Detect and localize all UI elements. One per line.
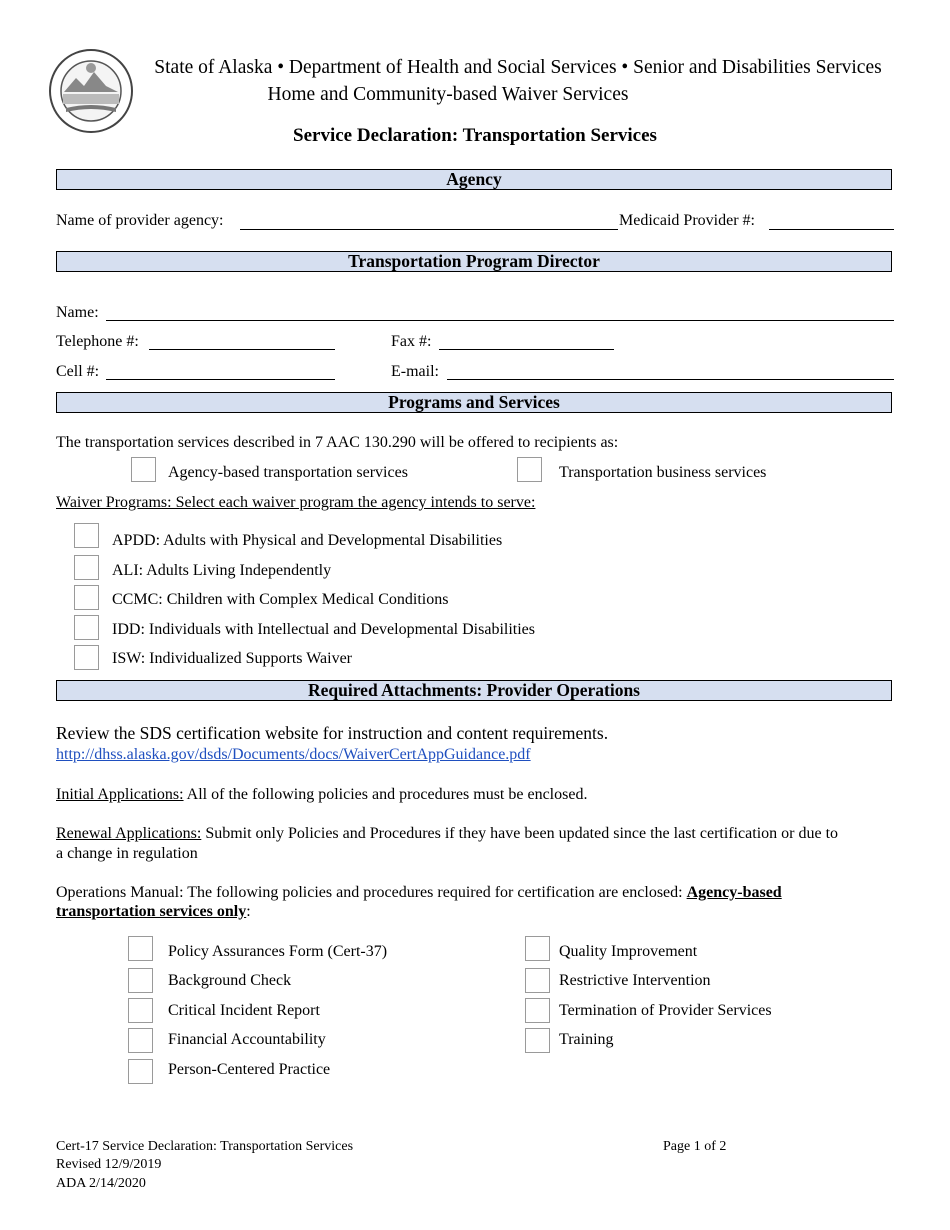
operations-manual-colon: : [246,903,251,920]
provider-agency-label: Name of provider agency: [56,212,224,229]
waiver-apdd-label: APDD: Adults with Physical and Developmental Disabilities [112,532,503,549]
operations-manual-line-2 [56,902,251,922]
critical-incident-checkbox[interactable] [128,998,153,1023]
background-check-checkbox[interactable] [128,968,153,993]
waiver-idd-label: IDD: Individuals with Intellectual and Developmental Disabilities [112,621,536,638]
business-services-label: Transportation business services [559,464,767,481]
programs-section-heading: Programs and Services [56,392,892,413]
operations-manual-bold-2: transportation services only [56,903,247,920]
footer-ada: ADA 2/14/2020 [56,1176,146,1191]
alaska-state-seal-icon [46,48,136,134]
director-name-field[interactable] [106,320,894,321]
footer-page-number: Page 1 of 2 [663,1139,727,1154]
waiver-isw-checkbox[interactable] [74,645,99,670]
operations-manual-line [56,883,782,903]
termination-services-label: Termination of Provider Services [559,1002,772,1019]
agency-section-heading: Agency [56,169,892,190]
fax-field[interactable] [439,349,614,350]
restrictive-intervention-label: Restrictive Intervention [559,972,711,989]
person-centered-label: Person-Centered Practice [168,1061,331,1078]
telephone-label: Telephone #: [56,333,139,350]
financial-accountability-label: Financial Accountability [168,1031,326,1048]
quality-improvement-checkbox[interactable] [525,936,550,961]
waiver-ali-checkbox[interactable] [74,555,99,580]
review-text: Review the SDS certification website for instruction and content requirements. [56,723,609,743]
programs-intro: The transportation services described in 7 AAC 130.290 will be offered to recipients as: [56,434,619,451]
provider-agency-field[interactable] [240,229,618,230]
financial-accountability-checkbox[interactable] [128,1028,153,1053]
person-centered-checkbox[interactable] [128,1059,153,1084]
director-section-heading: Transportation Program Director [56,251,892,272]
medicaid-provider-label: Medicaid Provider #: [619,212,755,229]
waiver-ccmc-label: CCMC: Children with Complex Medical Conditions [112,591,449,608]
attachments-section-heading: Required Attachments: Provider Operations [56,680,892,701]
medicaid-provider-field[interactable] [769,229,894,230]
waiver-prompt: Waiver Programs: Select each waiver program the agency intends to serve: [56,494,536,511]
director-name-label: Name: [56,304,99,321]
policy-assurances-label: Policy Assurances Form (Cert-37) [168,943,388,960]
restrictive-intervention-checkbox[interactable] [525,968,550,993]
waiver-ccmc-checkbox[interactable] [74,585,99,610]
agency-based-label: Agency-based transportation services [168,464,408,481]
termination-services-checkbox[interactable] [525,998,550,1023]
guidance-link[interactable]: http://dhss.alaska.gov/dsds/Documents/docs/WaiverCertAppGuidance.pdf [56,746,531,763]
cell-label: Cell #: [56,363,100,380]
email-label: E-mail: [391,363,439,380]
initial-applications-label: Initial Applications: [56,786,184,803]
operations-manual-text: Operations Manual: The following policies and procedures required for certification are enclosed: [56,884,687,901]
header-agency-line: State of Alaska • Department of Health and Social Services • Senior and Disabilities Services [154,57,882,78]
operations-manual-bold-1: Agency-based [686,884,782,901]
page-title: Service Declaration: Transportation Services [293,125,657,146]
waiver-apdd-checkbox[interactable] [74,523,99,548]
telephone-field[interactable] [149,349,335,350]
waiver-ali-label: ALI: Adults Living Independently [112,562,332,579]
cell-field[interactable] [106,379,335,380]
agency-based-checkbox[interactable] [131,457,156,482]
footer-form-name: Cert-17 Service Declaration: Transportation Services [56,1139,354,1154]
renewal-applications-text-cont: a change in regulation [56,845,198,862]
quality-improvement-label: Quality Improvement [559,943,698,960]
renewal-applications-line [56,824,838,844]
header-program-line: Home and Community-based Waiver Services [267,84,629,105]
initial-applications-text: All of the following policies and procedures must be enclosed. [183,786,588,803]
initial-applications-line [56,785,587,805]
training-label: Training [559,1031,614,1048]
background-check-label: Background Check [168,972,292,989]
renewal-applications-text: Submit only Policies and Procedures if they have been updated since the last certification or due to [201,825,839,842]
waiver-idd-checkbox[interactable] [74,615,99,640]
renewal-applications-label: Renewal Applications: [56,825,202,842]
footer-revised: Revised 12/9/2019 [56,1157,162,1172]
policy-assurances-checkbox[interactable] [128,936,153,961]
fax-label: Fax #: [391,333,432,350]
email-field[interactable] [447,379,894,380]
waiver-isw-label: ISW: Individualized Supports Waiver [112,650,352,667]
critical-incident-label: Critical Incident Report [168,1002,320,1019]
training-checkbox[interactable] [525,1028,550,1053]
business-services-checkbox[interactable] [517,457,542,482]
